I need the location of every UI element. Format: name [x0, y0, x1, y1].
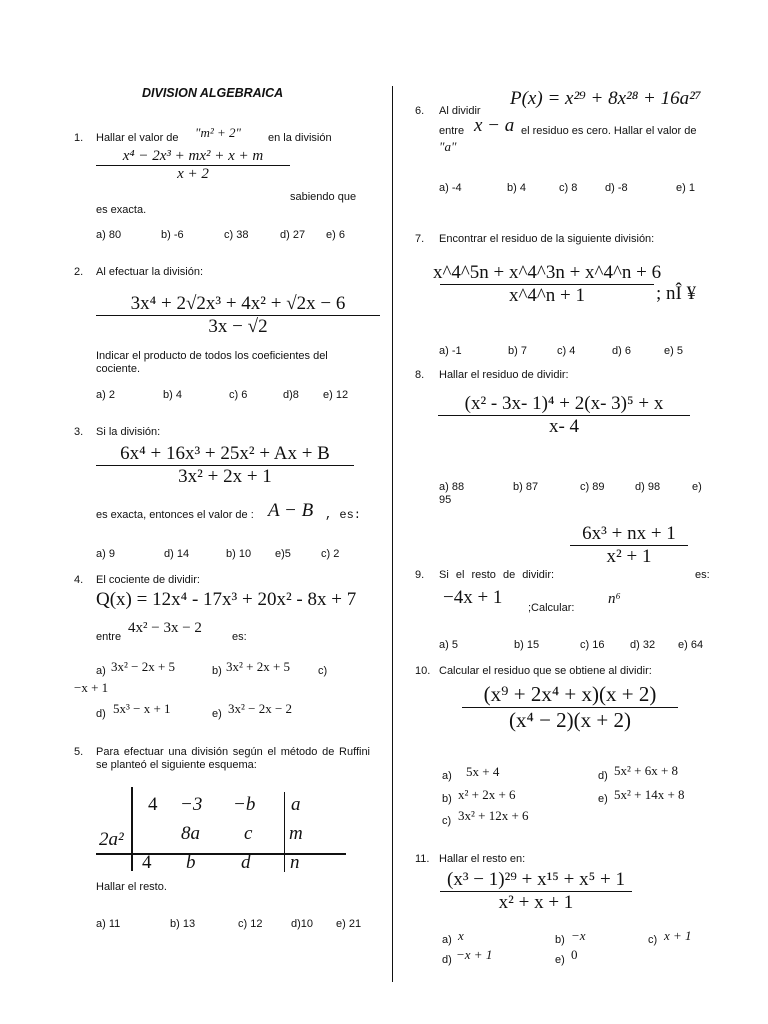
- p4-divisor: 4x² − 3x − 2: [128, 620, 202, 636]
- p1-cont-text: es exacta.: [96, 204, 147, 216]
- ruffini-r2-c4: m: [289, 823, 303, 844]
- p11-option-c-label[interactable]: c): [648, 934, 658, 946]
- p10-option-d-label[interactable]: d): [598, 770, 608, 782]
- p3-text2: es exacta, entonces el valor de :: [96, 509, 254, 521]
- p6-option-a[interactable]: a) -4: [439, 182, 462, 194]
- p11-option-b-label[interactable]: b): [555, 934, 565, 946]
- p4-option-c-label[interactable]: c): [318, 665, 328, 677]
- p4-option-b-value[interactable]: 3x² + 2x + 5: [226, 659, 291, 674]
- p10-fraction: (x⁹ + 2x⁴ + x)(x + 2) (x⁴ − 2)(x + 2): [462, 682, 678, 733]
- p7-option-b[interactable]: b) 7: [508, 345, 527, 357]
- p6-option-b[interactable]: b) 4: [507, 182, 526, 194]
- p5-option-c[interactable]: c) 12: [238, 918, 263, 930]
- p11-option-d-value[interactable]: −x + 1: [456, 947, 493, 962]
- p10-option-a-label[interactable]: a): [442, 770, 452, 782]
- p5-text2: Hallar el resto.: [96, 881, 167, 893]
- p3-option-b[interactable]: b) 10: [226, 548, 252, 560]
- p3-option-e[interactable]: e)5: [275, 548, 291, 560]
- p7-text: Encontrar el residuo de la siguiente división:: [439, 233, 655, 245]
- p5-number: 5.: [74, 746, 84, 758]
- p1-option-e[interactable]: e) 6: [326, 229, 345, 241]
- p8-option-a[interactable]: a) 88: [439, 481, 465, 493]
- p5-option-e[interactable]: e) 21: [336, 918, 362, 930]
- p5-text: Para efectuar una división según el método de Ruffini se planteó el siguiente esquema:: [96, 746, 370, 771]
- p2-option-e[interactable]: e) 12: [323, 389, 349, 401]
- p11-option-a-value[interactable]: x: [458, 928, 464, 943]
- p2-text2: Indicar el producto de todos los coeficientes del cociente.: [96, 350, 328, 375]
- p9-es: es:: [695, 569, 710, 581]
- ruffini-r1-c2: −3: [180, 794, 203, 815]
- p9-calc: ;Calcular:: [528, 602, 575, 614]
- p1-side-text: sabiendo que: [290, 191, 357, 203]
- p2-option-c[interactable]: c) 6: [229, 389, 248, 401]
- p6-option-d[interactable]: d) -8: [605, 182, 628, 194]
- p4-entre: entre: [96, 631, 122, 643]
- p6-option-e[interactable]: e) 1: [676, 182, 695, 194]
- p4-option-e-value[interactable]: 3x² − 2x − 2: [228, 701, 293, 716]
- p11-number: 11.: [415, 853, 430, 865]
- p2-option-b[interactable]: b) 4: [163, 389, 182, 401]
- ruffini-r3-c1: 4: [142, 852, 152, 873]
- p6-pre: Al dividir: [439, 105, 481, 117]
- p10-option-a-value[interactable]: 5x + 4: [466, 764, 500, 779]
- p10-option-c-label[interactable]: c): [442, 815, 452, 827]
- ruffini-right-bar: [284, 792, 285, 872]
- p1-number: 1.: [74, 132, 84, 144]
- p3-number: 3.: [74, 426, 84, 438]
- p7-number: 7.: [415, 233, 425, 245]
- ruffini-r3-c3: d: [241, 852, 251, 873]
- p9-remainder: −4x + 1: [443, 587, 503, 608]
- p8-option-b[interactable]: b) 87: [513, 481, 539, 493]
- p11-option-d-label[interactable]: d): [442, 954, 452, 966]
- p10-number: 10.: [415, 665, 431, 677]
- p6-quoted: "a": [439, 139, 457, 154]
- p10-option-b-label[interactable]: b): [442, 793, 452, 805]
- p7-option-c[interactable]: c) 4: [557, 345, 576, 357]
- p9-fraction: 6x³ + nx + 1 x² + 1: [570, 523, 688, 568]
- p8-option-e-value[interactable]: 95: [439, 494, 452, 506]
- ruffini-r1-c3: −b: [233, 794, 256, 815]
- p9-text: Si el resto de dividir:: [439, 569, 555, 581]
- p1-quoted-expr: "m² + 2": [195, 125, 241, 140]
- ruffini-r2-c2: 8a: [181, 823, 200, 844]
- p9-target: n⁶: [608, 591, 621, 607]
- p11-fraction: (x³ − 1)²⁹ + x¹⁵ + x⁵ + 1 x² + x + 1: [440, 869, 632, 914]
- p9-option-a[interactable]: a) 5: [439, 639, 458, 651]
- p6-equation: P(x) = x²⁹ + 8x²⁸ + 16a²⁷: [510, 88, 702, 109]
- p3-fraction: 6x⁴ + 16x³ + 25x² + Ax + B 3x² + 2x + 1: [96, 443, 354, 488]
- column-divider: [392, 86, 393, 982]
- ruffini-r3-c2: b: [186, 852, 196, 873]
- p6-number: 6.: [415, 105, 425, 117]
- p11-text: Hallar el resto en:: [439, 853, 526, 865]
- p8-number: 8.: [415, 369, 425, 381]
- ruffini-r1-c1: 4: [148, 794, 158, 815]
- p9-option-b[interactable]: b) 15: [514, 639, 540, 651]
- p3-option-d[interactable]: d) 14: [164, 548, 190, 560]
- p1-text: Hallar el valor de: [96, 132, 179, 144]
- p2-option-a[interactable]: a) 2: [96, 389, 115, 401]
- p11-option-b-value[interactable]: −x: [571, 928, 586, 943]
- p10-option-c-value[interactable]: 3x² + 12x + 6: [458, 808, 529, 823]
- p1-option-b[interactable]: b) -6: [161, 229, 184, 241]
- ruffini-baseline: [96, 853, 346, 855]
- p9-option-d[interactable]: d) 32: [630, 639, 656, 651]
- p1-option-c[interactable]: c) 38: [224, 229, 249, 241]
- p11-option-a-label[interactable]: a): [442, 934, 452, 946]
- p2-number: 2.: [74, 266, 84, 278]
- p9-option-e[interactable]: e) 64: [678, 639, 704, 651]
- p8-option-d[interactable]: d) 98: [635, 481, 661, 493]
- p6-entre: entre: [439, 125, 465, 137]
- p7-tail: ; nÎ ¥: [656, 283, 697, 304]
- p10-option-b-value[interactable]: x² + 2x + 6: [458, 787, 516, 802]
- p8-fraction: (x² - 3x- 1)⁴ + 2(x- 3)⁵ + x x- 4: [438, 393, 690, 438]
- p4-equation: Q(x) = 12x⁴ - 17x³ + 20x² - 8x + 7: [96, 589, 357, 610]
- ruffini-left-bar: [131, 787, 133, 871]
- p7-option-d[interactable]: d) 6: [612, 345, 631, 357]
- p1-fraction: x⁴ − 2x³ + mx² + x + m x + 2: [96, 148, 290, 183]
- p10-option-d-value[interactable]: 5x² + 6x + 8: [614, 763, 679, 778]
- p2-text: Al efectuar la división:: [96, 266, 203, 278]
- ruffini-r3-c4: n: [290, 852, 300, 873]
- ruffini-r2-c3: c: [244, 823, 253, 844]
- p4-option-d-value[interactable]: 5x³ − x + 1: [113, 701, 171, 716]
- p6-divisor: x − a: [474, 115, 515, 136]
- p8-option-c[interactable]: c) 89: [580, 481, 605, 493]
- p9-number: 9.: [415, 569, 425, 581]
- p6-option-c[interactable]: c) 8: [559, 182, 578, 194]
- p4-option-a-value[interactable]: 3x² − 2x + 5: [111, 659, 176, 674]
- p7-fraction: x^4^5n + x^4^3n + x^4^n + 6 x^4^n + 1: [432, 262, 662, 306]
- p10-option-e-value[interactable]: 5x² + 14x + 8: [614, 787, 685, 802]
- ruffini-r1-c4: a: [291, 794, 301, 815]
- p11-option-c-value[interactable]: x + 1: [664, 928, 692, 943]
- p5-option-b[interactable]: b) 13: [170, 918, 196, 930]
- p2-option-d[interactable]: d)8: [283, 389, 299, 401]
- p8-text: Hallar el residuo de dividir:: [439, 369, 569, 381]
- p4-option-d-label[interactable]: d): [96, 708, 106, 720]
- p4-text: El cociente de dividir:: [96, 574, 200, 586]
- p9-option-c[interactable]: c) 16: [580, 639, 605, 651]
- page-title: DIVISION ALGEBRAICA: [142, 86, 284, 100]
- p4-option-e-label[interactable]: e): [212, 708, 222, 720]
- p1-option-a[interactable]: a) 80: [96, 229, 122, 241]
- p3-tail: , es:: [325, 508, 362, 522]
- p4-option-a-label[interactable]: a): [96, 665, 106, 677]
- p4-number: 4.: [74, 574, 84, 586]
- p11-option-e-label[interactable]: e): [555, 954, 565, 966]
- p5-option-a[interactable]: a) 11: [96, 918, 121, 930]
- p8-option-e[interactable]: e): [692, 481, 702, 493]
- ruffini-r2-c0: 2a²: [99, 829, 124, 850]
- p1-text-post: en la división: [268, 132, 332, 144]
- p2-fraction: 3x⁴ + 2√2x³ + 4x² + √2x − 6 3x − √2: [96, 293, 380, 338]
- p7-option-a[interactable]: a) -1: [439, 345, 462, 357]
- p4-option-c-value[interactable]: −x + 1: [74, 680, 109, 695]
- p3-option-a[interactable]: a) 9: [96, 548, 115, 560]
- p6-post: el residuo es cero. Hallar el valor de: [521, 125, 697, 137]
- p11-option-e-value[interactable]: 0: [571, 947, 578, 962]
- p3-expr: A − B: [268, 500, 314, 521]
- p10-text: Calcular el residuo que se obtiene al dividir:: [439, 665, 652, 677]
- p4-es: es:: [232, 631, 247, 643]
- p3-text: Si la división:: [96, 426, 161, 438]
- p4-option-b-label[interactable]: b): [212, 665, 222, 677]
- p1-option-d[interactable]: d) 27: [280, 229, 306, 241]
- p10-option-e-label[interactable]: e): [598, 793, 608, 805]
- p3-option-c[interactable]: c) 2: [321, 548, 340, 560]
- p7-option-e[interactable]: e) 5: [664, 345, 683, 357]
- p5-option-d[interactable]: d)10: [291, 918, 314, 930]
